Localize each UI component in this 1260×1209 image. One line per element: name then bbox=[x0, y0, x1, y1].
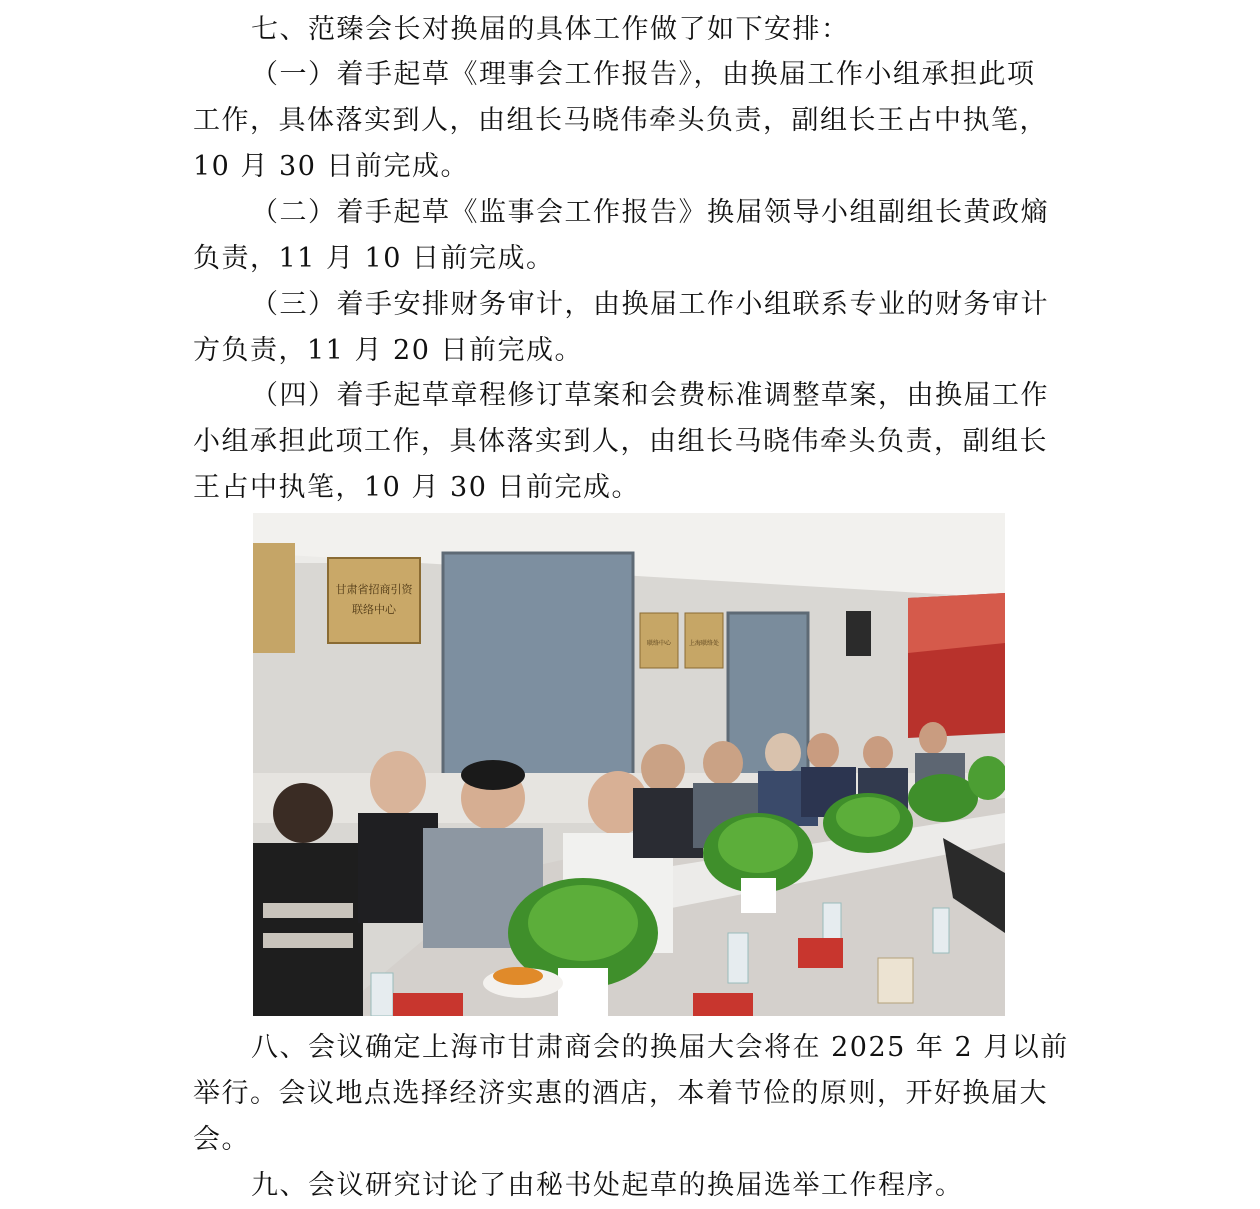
plaque-mid-1: 联络中心 bbox=[646, 640, 672, 647]
section-7-item-1: （一）着手起草《理事会工作报告》，由换届工作小组承担此项 工作，具体落实到人，由组长马晓伟牵头负责，副组长王占中执笔， 10 月 30 日前完成。 bbox=[193, 59, 1048, 182]
plaque-mid-2: 上海联络处 bbox=[688, 640, 720, 647]
section-9: 九、会议研究讨论了由秘书处起草的换届选举工作程序。 bbox=[251, 1170, 964, 1201]
plaque-left-title: 甘肃省招商引资 bbox=[335, 583, 413, 596]
plaque-left-subtitle: 联络中心 bbox=[352, 603, 396, 616]
meeting-photo bbox=[253, 513, 1005, 1016]
section-8: 八、会议确定上海市甘肃商会的换届大会将在 2025 年 2 月以前 举行。会议地点选择经济实惠的酒店，本着节俭的原则，开好换届大 会。 bbox=[193, 1032, 1069, 1155]
section-7-item-4: （四）着手起草章程修订草案和会费标准调整草案，由换届工作 小组承担此项工作，具体落实到人，由组长马晓伟牵头负责，副组长 王占中执笔，10 月 30 日前完成。 bbox=[193, 380, 1049, 503]
section-7-item-2: （二）着手起草《监事会工作报告》换届领导小组副组长黄政熵 负责，11 月 10 日前完成。 bbox=[193, 197, 1049, 274]
section-7-heading: 七、范臻会长对换届的具体工作做了如下安排： bbox=[251, 14, 850, 45]
section-7-item-3: （三）着手安排财务审计，由换届工作小组联系专业的财务审计 方负责，11 月 20 日前完成。 bbox=[193, 289, 1049, 366]
